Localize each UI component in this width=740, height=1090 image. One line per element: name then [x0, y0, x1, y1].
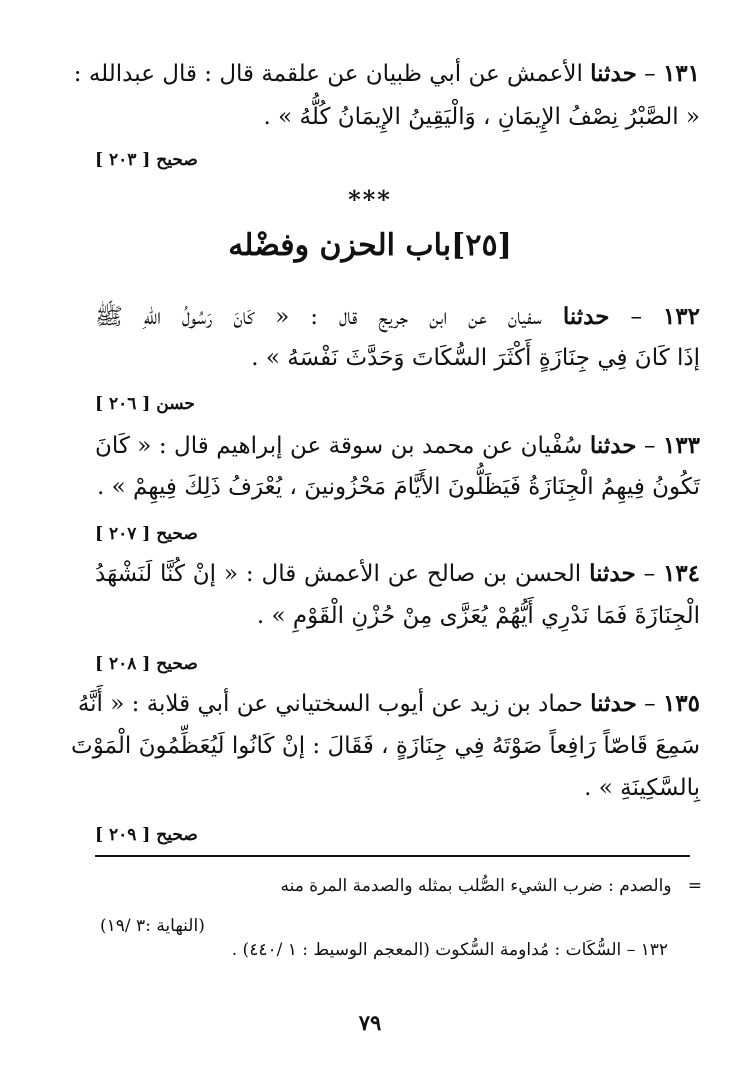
grade-ref: [ ٢٠٨ ]	[95, 654, 151, 674]
grade-label: صحيح	[156, 150, 198, 170]
footnote-source: (النهاية :٣ /١٩)	[100, 916, 205, 936]
isnad-text: سُفْيان عن محمد بن سوقة عن إبراهيم قال : « كَانَ	[95, 433, 583, 459]
narrator-intro: حدثنا	[562, 303, 610, 330]
grade-ref: [ ٢٠٦ ]	[95, 394, 151, 414]
chapter-title: [٢٥]باب الحزن وفضْله	[228, 228, 512, 263]
hadith-133-grade	[95, 524, 198, 544]
grade-label: صحيح	[156, 524, 198, 544]
hadith-135-line-3: بِالسَّكِينَةِ » .	[584, 775, 700, 801]
section-separator: ***	[348, 185, 392, 214]
narrator-intro: حدثنا	[590, 60, 637, 87]
isnad-text: الأعمش عن أبي ظبيان عن علقمة قال : قال عبدالله :	[73, 61, 583, 87]
grade-ref: [ ٢٠٩ ]	[95, 825, 151, 845]
hadith-number: ١٣٢	[662, 303, 700, 330]
isnad-text: الحسن بن صالح عن الأعمش قال : « إنْ كُنَّا لَنَشْهَدُ	[95, 561, 582, 587]
hadith-131-line-1: ١٣١ – حدثنا الأعمش عن أبي ظبيان عن علقمة قال : قال عبدالله :	[73, 60, 700, 87]
isnad-text: سفيان عن ابن جريج قال : « كَانَ رَسُولُ اللّهِ ﷺ	[95, 304, 542, 330]
hadith-131-line-2: « الصَّبْرُ نِصْفُ الإِيمَانِ ، وَالْيَقِينُ الإِيمَانُ كُلُّهُ » .	[263, 104, 700, 130]
hadith-134-line-2: الْجِنَازَةَ فَمَا نَدْرِي أَيُّهُمْ يُعَزَّى مِنْ حُزْنِ الْقَوْمِ » .	[256, 603, 700, 629]
hadith-134-line-1: ١٣٤ – حدثنا الحسن بن صالح عن الأعمش قال : « إنْ كُنَّا لَنَشْهَدُ	[95, 560, 701, 587]
hadith-133-line-1: ١٣٣ – حدثنا سُفْيان عن محمد بن سوقة عن إبراهيم قال : « كَانَ	[95, 432, 701, 459]
grade-ref: [ ٢٠٣ ]	[95, 150, 151, 170]
footnote-132: ١٣٢ – السُّكَات : مُداومة السُّكوت (المعجم الوسيط : ١ /٤٤٠) .	[231, 940, 668, 960]
hadith-number: ١٣٤	[662, 560, 701, 587]
hadith-131-grade	[95, 150, 198, 170]
footnote-continuation	[280, 876, 702, 896]
hadith-132-line-1: ١٣٢ – حدثنا سفيان عن ابن جريج قال : « كَانَ رَسُولُ اللّهِ ﷺ	[95, 303, 700, 330]
grade-ref: [ ٢٠٧ ]	[95, 524, 151, 544]
footnote-marker: =	[687, 876, 702, 896]
hadith-133-line-2: تَكُونُ فِيهِمُ الْجِنَازَةُ فَيَظَلُّونَ الأَيَّامَ مَحْزُونينَ ، يُعْرَفُ ذَلِكَ فِيهِمْ » .	[97, 474, 700, 500]
page-number: ٧٩	[358, 1010, 382, 1035]
narrator-intro: حدثنا	[589, 560, 636, 587]
hadith-135-grade	[95, 825, 198, 845]
footnote-text: والصدم : ضرب الشيء الصُّلب بمثله والصدمة المرة منه	[280, 876, 672, 896]
hadith-number: ١٣٥	[662, 690, 700, 717]
narrator-intro: حدثنا	[590, 690, 637, 717]
grade-label: صحيح	[156, 825, 198, 845]
footnote-divider	[95, 855, 690, 857]
narrator-intro: حدثنا	[589, 432, 637, 459]
isnad-text: حماد بن زيد عن أيوب السختياني عن أبي قلابة : « أَنَّهُ	[77, 691, 583, 717]
hadith-132-grade	[95, 394, 195, 414]
hadith-135-line-2: سَمِعَ قَاصّاً رَافِعاً صَوْتَهُ فِي جِنَازَةٍ ، فَقَالَ : إنْ كَانُوا لَيُعَظِّمُونَ الْمَوْتَ	[71, 733, 700, 759]
hadith-135-line-1: ١٣٥ – حدثنا حماد بن زيد عن أيوب السختياني عن أبي قلابة : « أَنَّهُ	[77, 690, 700, 717]
hadith-number: ١٣١	[662, 60, 700, 87]
grade-label: صحيح	[156, 654, 198, 674]
grade-label: حسن	[156, 394, 195, 414]
hadith-132-line-2: إذَا كَانَ فِي جِنَازَةٍ أَكْثَرَ السُّكَاتَ وَحَدَّثَ نَفْسَهُ » .	[251, 345, 700, 371]
hadith-134-grade	[95, 654, 198, 674]
hadith-number: ١٣٣	[662, 432, 701, 459]
